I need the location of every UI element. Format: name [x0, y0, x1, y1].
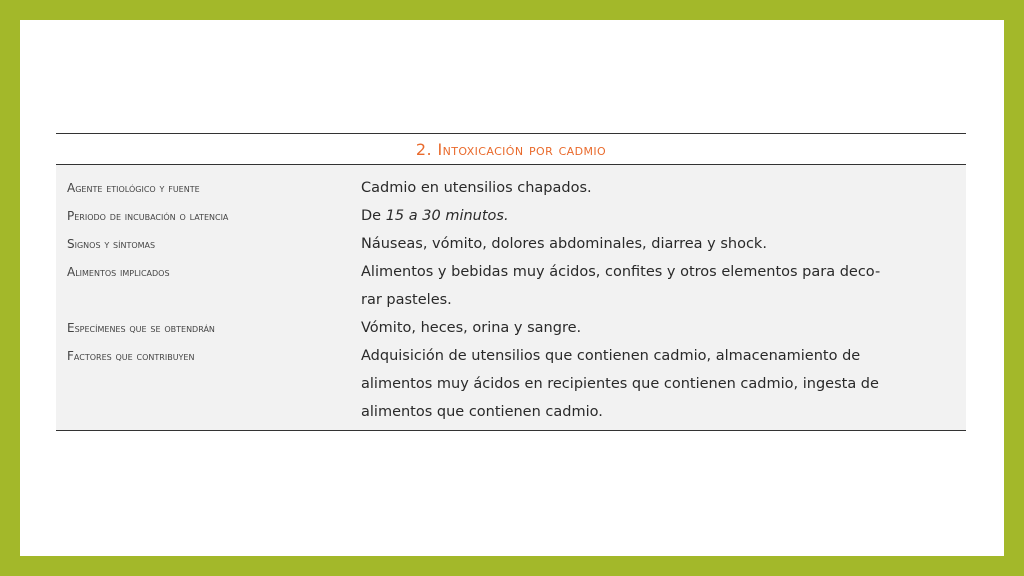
info-table	[56, 133, 966, 431]
row-value-periodo	[361, 202, 966, 230]
row-label-agente: Agente etiológico y fuente	[67, 181, 200, 195]
table-row	[56, 314, 966, 342]
table-header	[56, 133, 966, 165]
value-line: Náuseas, vómito, dolores abdominales, diarrea y shock.	[361, 236, 767, 252]
row-label-signos: Signos y síntomas	[67, 237, 156, 251]
value-italic: 15 a 30 minutos.	[385, 208, 509, 224]
table-body	[56, 165, 966, 431]
slide-canvas	[20, 20, 1004, 556]
value-line: Cadmio en utensilios chapados.	[361, 180, 592, 196]
table-row	[56, 258, 966, 314]
value-prefix: De	[361, 208, 386, 224]
row-value-alimentos	[361, 258, 966, 314]
table-row	[56, 342, 966, 426]
row-value-especimenes	[361, 314, 966, 342]
value-line: Vómito, heces, orina y sangre.	[361, 320, 582, 336]
row-label-especimenes: Especímenes que se obtendrán	[67, 321, 215, 335]
value-line: alimentos que contienen cadmio.	[361, 404, 603, 420]
value-line: Adquisición de utensilios que contienen cadmio, almacenamiento de	[361, 348, 861, 364]
value-line: Alimentos y bebidas muy ácidos, confites y otros elementos para deco-	[361, 264, 881, 280]
table-row	[56, 174, 966, 202]
table-row	[56, 202, 966, 230]
row-value-factores	[361, 342, 966, 426]
row-value-signos	[361, 230, 966, 258]
row-label-periodo: Periodo de incubación o latencia	[67, 209, 229, 223]
row-label-factores: Factores que contribuyen	[67, 349, 195, 363]
table-row	[56, 230, 966, 258]
value-line: rar pasteles.	[361, 292, 452, 308]
value-line: alimentos muy ácidos en recipientes que contienen cadmio, ingesta de	[361, 376, 879, 392]
row-label-alimentos: Alimentos implicados	[67, 265, 170, 279]
row-value-agente	[361, 174, 966, 202]
table-title: 2. Intoxicación por cadmio	[415, 140, 607, 159]
